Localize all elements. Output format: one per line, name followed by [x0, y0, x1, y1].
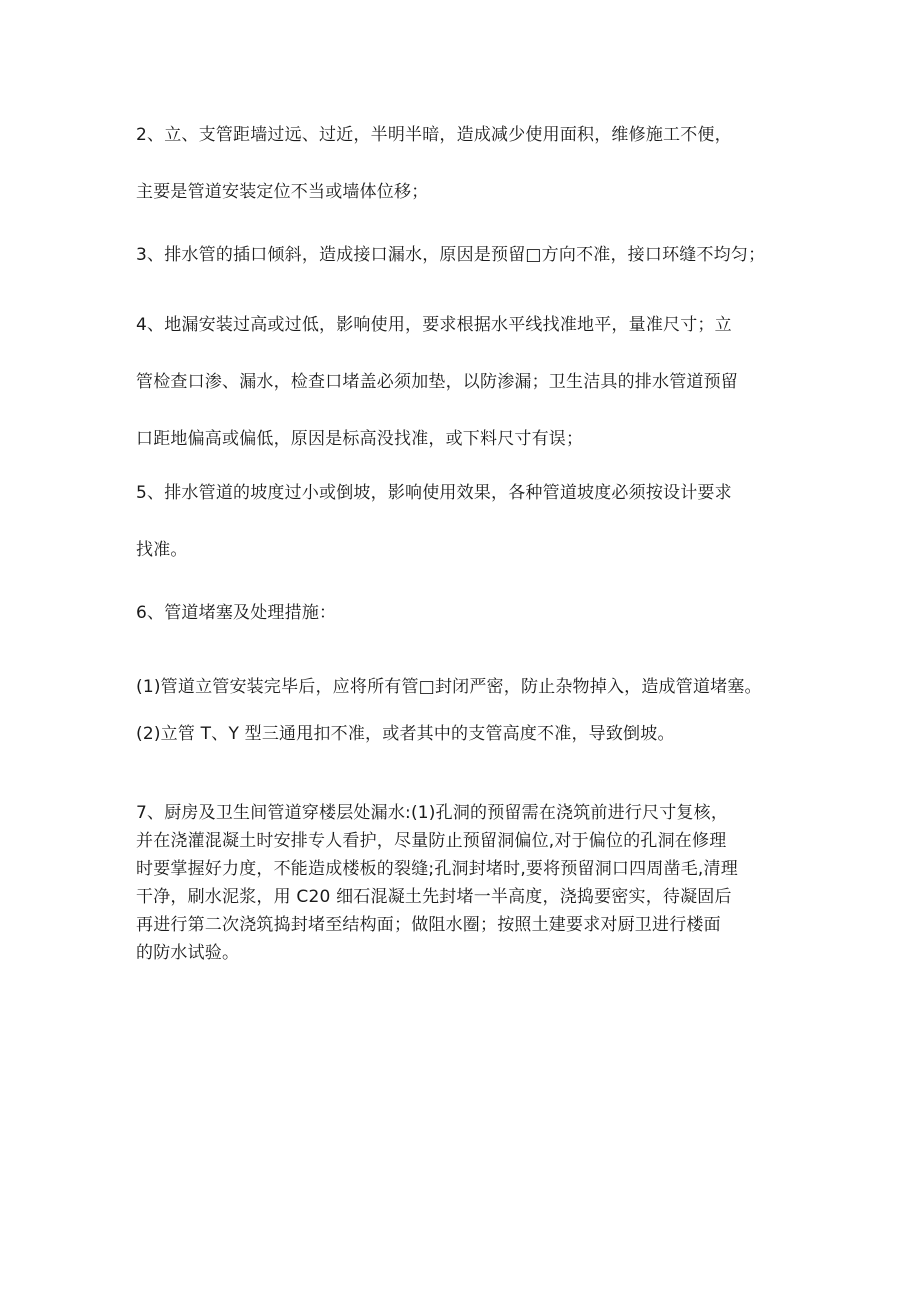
text-line: 6、管道堵塞及处理措施：	[136, 603, 337, 623]
paragraph-item-6	[136, 585, 796, 642]
text-line: (2)立管 T、Y 型三通甩扣不准，或者其中的支管高度不准，导致倒坡。	[136, 724, 675, 744]
text-line: 主要是管道安装定位不当或墙体位移；	[136, 182, 429, 202]
paragraph-item-2	[136, 107, 796, 221]
text-line: 干净，刷水泥浆，用 C20 细石混凝土先封堵一半高度，浇捣要密实，待凝固后	[136, 887, 732, 907]
text-line: 管检查口渗、漏水，检查口堵盖必须加垫，以防渗漏；卫生洁具的排水管道预留	[136, 372, 738, 392]
text-line: 5、排水管道的坡度过小或倒坡，影响使用效果，各种管道坡度必须按设计要求	[136, 483, 732, 503]
paragraph-item-3	[136, 227, 796, 284]
text-line: 口距地偏高或偏低，原因是标高没找准，或下料尺寸有误；	[136, 429, 584, 449]
text-line: 再进行第二次浇筑捣封堵至结构面；做阻水圈；按照土建要求对厨卫进行楼面	[136, 915, 721, 935]
paragraph-item-5	[136, 465, 796, 579]
paragraph-item-7	[136, 799, 796, 967]
text-line: 时要掌握好力度，不能造成楼板的裂缝;孔洞封堵时,要将预留洞口四周凿毛,清理	[136, 859, 738, 879]
text-line: (1)管道立管安装完毕后，应将所有管□封闭严密，防止杂物掉入，造成管道堵塞。	[136, 677, 762, 697]
text-line: 并在浇灌混凝土时安排专人看护，尽量防止预留洞偏位,对于偏位的孔洞在修理	[136, 831, 727, 851]
text-line: 2、立、支管距墙过远、过近，半明半暗，造成减少使用面积，维修施工不便，	[136, 125, 732, 145]
text-line: 4、地漏安装过高或过低，影响使用，要求根据水平线找准地平，量准尺寸；立	[136, 315, 732, 335]
text-line: 3、排水管的插口倾斜，造成接口漏水，原因是预留□方向不准，接口环缝不均匀；	[136, 245, 766, 265]
text-line: 找准。	[136, 540, 188, 560]
paragraph-item-6-2	[136, 706, 796, 763]
text-line: 的防水试验。	[136, 943, 240, 963]
paragraph-item-4	[136, 297, 796, 468]
text-line: 7、厨房及卫生间管道穿楼层处漏水:(1)孔洞的预留需在浇筑前进行尺寸复核，	[136, 803, 729, 823]
